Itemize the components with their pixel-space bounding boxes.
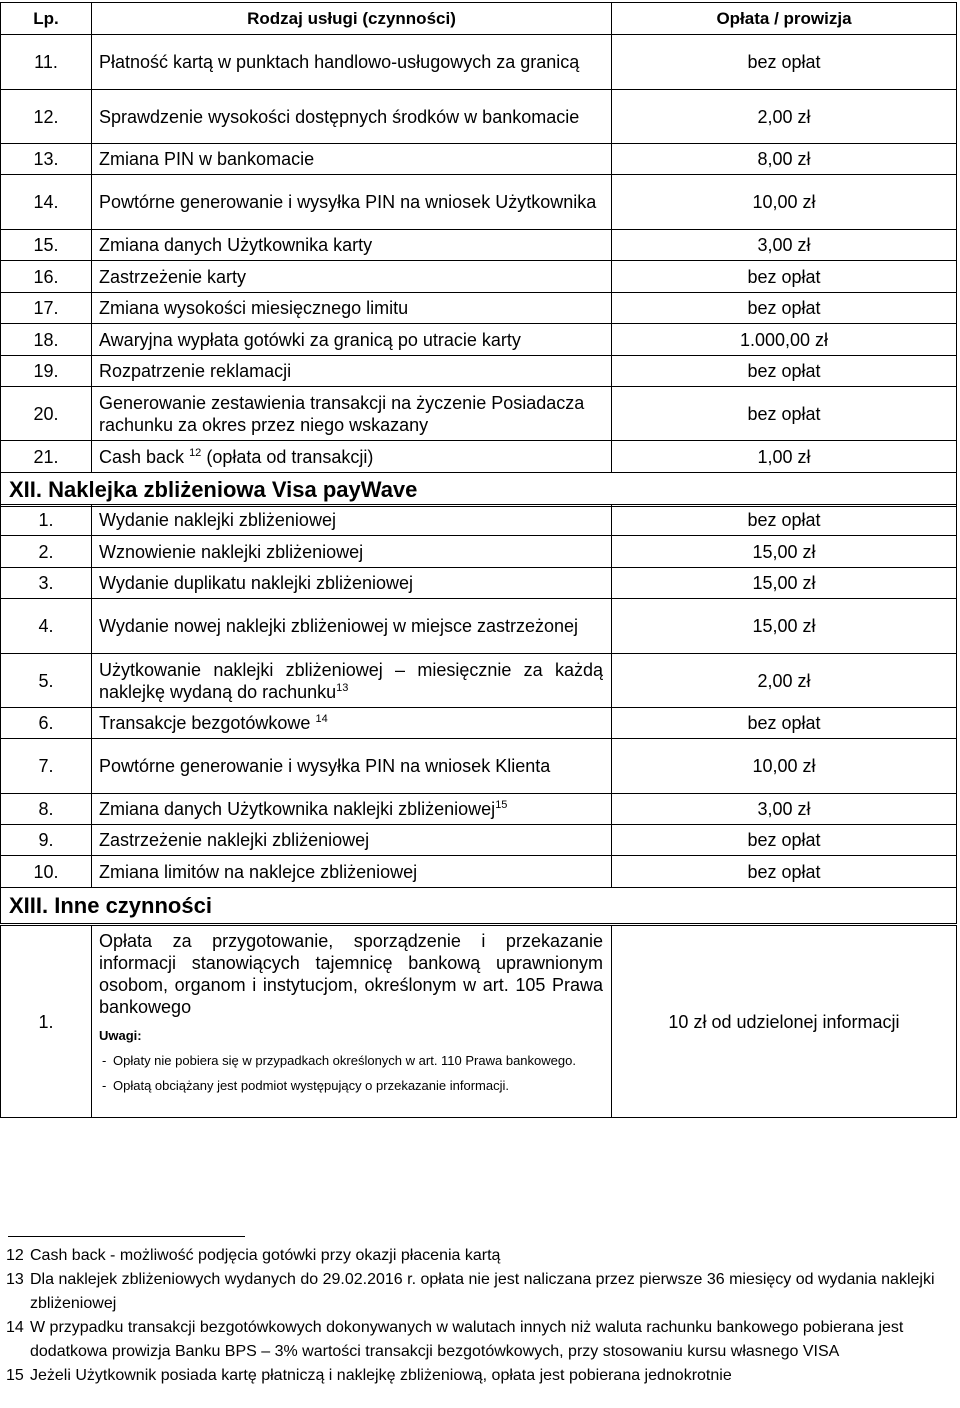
section-title: XIII. Inne czynności — [1, 888, 957, 924]
table-row — [1, 441, 957, 473]
footnote-ref: 14 — [315, 713, 328, 725]
row-number: 9. — [1, 825, 92, 856]
footnote-number: 13 — [6, 1271, 24, 1288]
footnote-separator — [8, 1236, 245, 1237]
table-row — [1, 387, 957, 441]
table-row — [1, 356, 957, 387]
fee-value: bez opłat — [612, 356, 957, 387]
service-name: Zmiana danych Użytkownika karty — [92, 230, 612, 261]
row-number: 10. — [1, 856, 92, 888]
table-row — [1, 90, 957, 144]
fee-table-cards — [0, 2, 957, 507]
fee-value: 1.000,00 zł — [612, 324, 957, 356]
fee-value: bez opłat — [612, 387, 957, 441]
row-number: 21. — [1, 441, 92, 473]
footnote-ref: 13 — [336, 681, 349, 694]
row-number: 2. — [1, 536, 92, 568]
service-text: Cash back — [99, 446, 185, 467]
fee-value: 1,00 zł — [612, 441, 957, 473]
row-number: 1. — [1, 505, 92, 536]
table-row — [1, 599, 957, 654]
service-cell — [92, 926, 612, 1118]
table-row — [1, 568, 957, 599]
service-name: Wydanie nowej naklejki zbliżeniowej w miejsce zastrzeżonej — [92, 599, 612, 654]
footnote — [6, 1316, 946, 1364]
row-number: 6. — [1, 708, 92, 739]
service-name: Rozpatrzenie reklamacji — [92, 356, 612, 387]
row-number: 16. — [1, 261, 92, 293]
table-row — [1, 536, 957, 568]
fee-value: 3,00 zł — [612, 230, 957, 261]
fee-value: bez opłat — [612, 856, 957, 888]
table-row — [1, 825, 957, 856]
service-text: Zmiana danych Użytkownika naklejki zbliżeniowej — [99, 799, 496, 819]
service-name: Powtórne generowanie i wysyłka PIN na wniosek Klienta — [92, 739, 612, 794]
service-name — [92, 794, 612, 825]
remark-text: Opłaty nie pobiera się w przypadkach określonych w art. 110 Prawa bankowego. — [113, 1053, 576, 1068]
row-number: 20. — [1, 387, 92, 441]
row-number: 12. — [1, 90, 92, 144]
row-number: 18. — [1, 324, 92, 356]
section-header-row — [1, 888, 957, 924]
row-number: 4. — [1, 599, 92, 654]
fee-value: 8,00 zł — [612, 144, 957, 175]
fee-value: bez opłat — [612, 293, 957, 324]
footnote — [6, 1268, 946, 1316]
row-number: 5. — [1, 654, 92, 708]
service-name: Płatność kartą w punktach handlowo-usługowych za granicą — [92, 35, 612, 90]
footnote-text: Cash back - możliwość podjęcia gotówki przy okazji płacenia kartą — [30, 1247, 501, 1264]
fee-value: 10 zł od udzielonej informacji — [612, 926, 957, 1118]
table-row — [1, 505, 957, 536]
footnote-text: Jeżeli Użytkownik posiada kartę płatniczą i naklejkę zbliżeniową, opłata jest pobierana jednokrotnie — [30, 1367, 732, 1384]
remark-item — [99, 1077, 603, 1094]
table-row — [1, 708, 957, 739]
service-name — [92, 441, 612, 473]
section-title: XII. Naklejka zbliżeniowa Visa payWave — [1, 473, 957, 507]
service-name: Wydanie naklejki zbliżeniowej — [92, 505, 612, 536]
service-name: Wznowienie naklejki zbliżeniowej — [92, 536, 612, 568]
footnotes — [6, 1236, 946, 1388]
row-number: 3. — [1, 568, 92, 599]
fee-value: 15,00 zł — [612, 599, 957, 654]
service-text: Użytkowanie naklejki zbliżeniowej – miesięcznie za każdą naklejkę wydaną do rachunku — [99, 659, 603, 702]
service-name: Awaryjna wypłata gotówki za granicą po utracie karty — [92, 324, 612, 356]
service-name: Generowanie zestawienia transakcji na życzenie Posiadacza rachunku za okres przez niego wskazany — [92, 387, 612, 441]
table-row — [1, 324, 957, 356]
row-number: 17. — [1, 293, 92, 324]
row-number: 19. — [1, 356, 92, 387]
service-name — [92, 708, 612, 739]
fee-table-sticker — [0, 504, 957, 924]
service-name: Zastrzeżenie naklejki zbliżeniowej — [92, 825, 612, 856]
row-number: 7. — [1, 739, 92, 794]
fee-value: bez opłat — [612, 505, 957, 536]
fee-value: 3,00 zł — [612, 794, 957, 825]
table-row — [1, 293, 957, 324]
footnote-text: Dla naklejek zbliżeniowych wydanych do 29.02.2016 r. opłata nie jest naliczana przez pierwsze 36 miesięcy od wydania naklejki zbliżeniowej — [30, 1271, 935, 1312]
footnote-number: 14 — [6, 1319, 24, 1336]
header-fee: Opłata / prowizja — [612, 3, 957, 35]
row-number: 8. — [1, 794, 92, 825]
fee-value: bez opłat — [612, 261, 957, 293]
service-name: Zmiana PIN w bankomacie — [92, 144, 612, 175]
service-name: Zmiana wysokości miesięcznego limitu — [92, 293, 612, 324]
footnote-text: W przypadku transakcji bezgotówkowych dokonywanych w walutach innych niż waluta rachunku bankowego pobierana jest dodatkowa prowizja Banku BPS – 3% wartości transakcji bezgotówkowych, przy stosowaniu kursu własnego VISA — [30, 1319, 904, 1360]
table-row — [1, 654, 957, 708]
remark-item — [99, 1052, 603, 1069]
service-name: Wydanie duplikatu naklejki zbliżeniowej — [92, 568, 612, 599]
section-header-row — [1, 473, 957, 507]
row-number: 14. — [1, 175, 92, 230]
table-row — [1, 261, 957, 293]
fee-value: 15,00 zł — [612, 568, 957, 599]
header-lp: Lp. — [1, 3, 92, 35]
fee-value: 2,00 zł — [612, 90, 957, 144]
footnote — [6, 1364, 946, 1388]
fee-value: bez opłat — [612, 708, 957, 739]
table-row — [1, 230, 957, 261]
table-row — [1, 175, 957, 230]
fee-value: 15,00 zł — [612, 536, 957, 568]
service-name: Opłata za przygotowanie, sporządzenie i przekazanie informacji stanowiących tajemnicę bankową uprawnionym osobom, organom i instytucjom, określonym w art. 105 Prawa bankowego — [99, 931, 603, 1017]
row-number: 15. — [1, 230, 92, 261]
table-row — [1, 794, 957, 825]
service-name: Powtórne generowanie i wysyłka PIN na wniosek Użytkownika — [92, 175, 612, 230]
remark-dash: - — [102, 1078, 107, 1093]
footnote-ref: 12 — [189, 446, 202, 459]
row-number: 11. — [1, 35, 92, 90]
service-name — [92, 654, 612, 708]
table-row — [1, 739, 957, 794]
service-text: Transakcje bezgotówkowe — [99, 713, 311, 733]
table-row — [1, 856, 957, 888]
fee-table-other — [0, 925, 957, 1118]
remark-dash: - — [102, 1053, 107, 1068]
fee-value: 10,00 zł — [612, 175, 957, 230]
fee-value: 2,00 zł — [612, 654, 957, 708]
footnote — [6, 1244, 946, 1268]
service-text-after: (opłata od transakcji) — [206, 446, 374, 467]
table-row — [1, 926, 957, 1118]
fee-value: bez opłat — [612, 825, 957, 856]
table-row — [1, 35, 957, 90]
footnote-ref: 15 — [495, 799, 508, 811]
footnote-number: 15 — [6, 1367, 24, 1384]
fee-value: 10,00 zł — [612, 739, 957, 794]
service-name: Sprawdzenie wysokości dostępnych środków w bankomacie — [92, 90, 612, 144]
service-name: Zmiana limitów na naklejce zbliżeniowej — [92, 856, 612, 888]
table-row — [1, 144, 957, 175]
fee-value: bez opłat — [612, 35, 957, 90]
remarks-label: Uwagi: — [99, 1028, 142, 1043]
table-header — [1, 3, 957, 35]
row-number: 1. — [1, 926, 92, 1118]
row-number: 13. — [1, 144, 92, 175]
header-service: Rodzaj usługi (czynności) — [92, 3, 612, 35]
service-name: Zastrzeżenie karty — [92, 261, 612, 293]
remark-text: Opłatą obciążany jest podmiot występujący o przekazanie informacji. — [113, 1078, 509, 1093]
footnote-number: 12 — [6, 1247, 24, 1264]
